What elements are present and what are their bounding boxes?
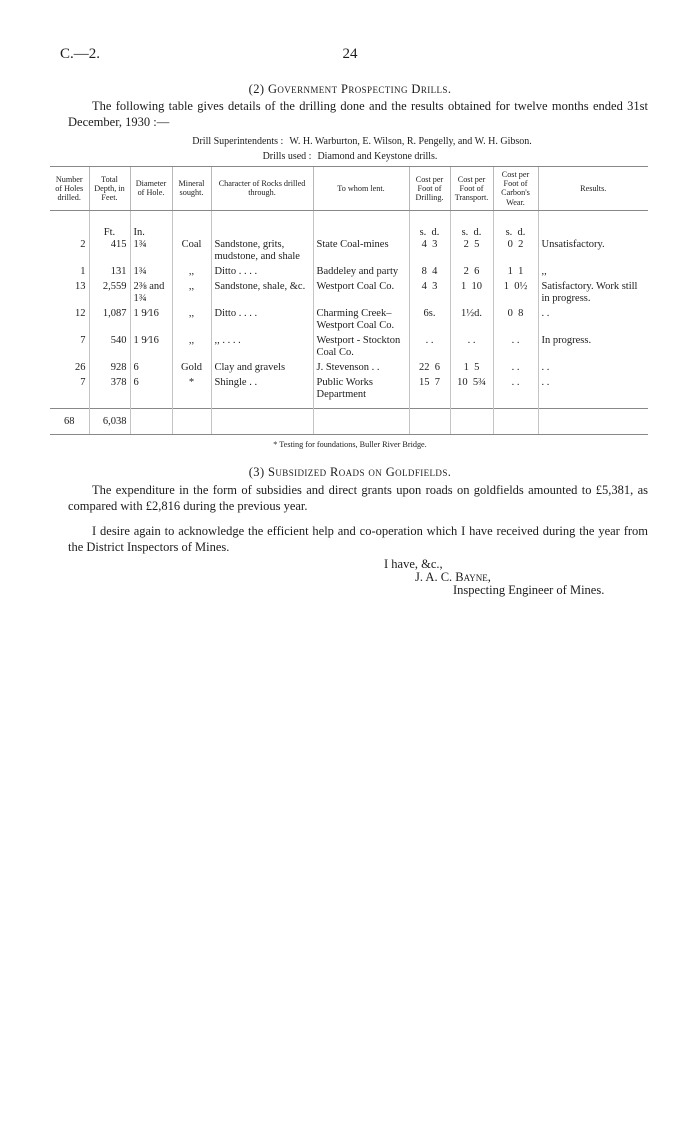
table-row — [50, 362, 648, 377]
row-cost-drilling: 6s. — [409, 308, 450, 335]
row-mineral: ,, — [172, 281, 211, 308]
row-cost-transport: 10 5¾ — [450, 377, 493, 404]
section-3-paragraph-1 — [68, 483, 648, 514]
row-cost-drilling: 4 3 — [409, 281, 450, 308]
row-diameter: 1¾ — [130, 239, 172, 266]
row-rocks: Sandstone, shale, &c. — [211, 281, 313, 308]
table-row — [50, 308, 648, 335]
row-holes: 13 — [75, 280, 86, 292]
row-lent: Charming Creek–Westport Coal Co. — [313, 308, 409, 335]
header-cost-drilling: Cost per Foot of Drilling. — [409, 167, 450, 211]
unit-cost-drilling: s. d. — [409, 210, 450, 239]
table-row — [50, 266, 648, 281]
row-holes: 26 — [75, 361, 86, 373]
row-depth: 131 — [89, 266, 130, 281]
unit-cost-transport: s. d. — [450, 210, 493, 239]
row-diameter: 6 — [130, 362, 172, 377]
superintendents-line — [12, 136, 700, 147]
section-2-intro-text: The following table gives details of the drilling done and the results obtained for twelve months ended 31st December, 1930 :— — [68, 99, 648, 129]
row-cost-carbon: . . — [493, 335, 538, 362]
row-rocks: Ditto . . . . — [211, 266, 313, 281]
table-row — [50, 239, 648, 266]
row-depth: 928 — [89, 362, 130, 377]
header-holes: Number of Holes drilled. — [50, 167, 89, 211]
row-mineral: ,, — [172, 266, 211, 281]
section-3-heading: Subsidized Roads on Goldfields. — [268, 465, 452, 479]
row-depth: 415 — [89, 239, 130, 266]
section-2-prefix: (2) — [248, 82, 268, 96]
table-footnote: * Testing for foundations, Buller River Bridge. — [273, 440, 427, 449]
drills-used-value: Diamond and Keystone drills. — [317, 151, 438, 162]
unit-cost-carbon: s. d. — [493, 210, 538, 239]
row-rocks: Shingle . . — [211, 377, 313, 404]
row-results: . . — [538, 362, 648, 377]
totals-row — [50, 408, 648, 434]
row-depth: 1,087 — [89, 308, 130, 335]
row-diameter: 1 9⁄16 — [130, 308, 172, 335]
units-row — [50, 210, 648, 239]
section-2-intro — [68, 99, 648, 130]
row-lent: J. Stevenson . . — [313, 362, 409, 377]
signature-salutation: I have, &c., — [384, 557, 443, 571]
row-depth: 2,559 — [89, 281, 130, 308]
row-holes: 2 — [80, 238, 86, 250]
row-cost-carbon: 0 8 — [493, 308, 538, 335]
row-mineral: Coal — [172, 239, 211, 266]
row-holes: 1 — [80, 265, 86, 277]
row-cost-transport: 1½d. — [450, 308, 493, 335]
row-holes: 7 — [80, 376, 86, 388]
row-depth: 378 — [89, 377, 130, 404]
header-cost-carbon: Cost per Foot of Carbon's Wear. — [493, 167, 538, 211]
signature-name: J. A. C. Bayne, — [415, 570, 491, 584]
row-cost-transport: 2 6 — [450, 266, 493, 281]
row-holes: 12 — [75, 307, 86, 319]
row-diameter: 1¾ — [130, 266, 172, 281]
row-cost-transport: 1 5 — [450, 362, 493, 377]
header-results: Results. — [538, 167, 648, 211]
row-rocks: Ditto . . . . — [211, 308, 313, 335]
section-2-title — [0, 82, 700, 97]
total-depth: 6,038 — [89, 408, 130, 434]
row-lent: State Coal-mines — [313, 239, 409, 266]
unit-diameter: In. — [130, 210, 172, 239]
row-cost-carbon: 0 2 — [493, 239, 538, 266]
row-cost-carbon: . . — [493, 362, 538, 377]
section-3-paragraph-2 — [68, 524, 648, 555]
header-depth: Total Depth, in Feet. — [89, 167, 130, 211]
table-row — [50, 377, 648, 404]
row-cost-carbon: 1 0½ — [493, 281, 538, 308]
row-cost-drilling: . . — [409, 335, 450, 362]
row-cost-transport: 2 5 — [450, 239, 493, 266]
row-cost-carbon: 1 1 — [493, 266, 538, 281]
table-header-row — [50, 167, 648, 211]
section-3-prefix: (3) — [248, 465, 269, 479]
row-diameter: 1 9⁄16 — [130, 335, 172, 362]
section-3-title — [0, 465, 700, 480]
row-cost-drilling: 22 6 — [409, 362, 450, 377]
row-lent: Westport - Stockton Coal Co. — [313, 335, 409, 362]
drills-used-line — [0, 151, 700, 162]
row-cost-transport: . . — [450, 335, 493, 362]
row-cost-transport: 1 10 — [450, 281, 493, 308]
row-mineral: Gold — [172, 362, 211, 377]
row-mineral: * — [172, 377, 211, 404]
drills-used-label: Drills used : — [262, 151, 312, 162]
section-3-paragraph-1-text: The expenditure in the form of subsidies and direct grants upon roads on goldfields amounted to £5,381, as compared with £2,816 during the previous year. — [68, 483, 648, 513]
row-results: . . — [538, 377, 648, 404]
superintendents-names: W. H. Warburton, E. Wilson, R. Pengelly, and W. H. Gibson. — [289, 136, 532, 147]
row-rocks: Clay and gravels — [211, 362, 313, 377]
total-holes: 68 — [50, 408, 89, 434]
row-cost-drilling: 4 3 — [409, 239, 450, 266]
row-depth: 540 — [89, 335, 130, 362]
superintendents-label: Drill Superintendents : — [192, 136, 284, 147]
row-rocks: ,, . . . . — [211, 335, 313, 362]
table-row — [50, 335, 648, 362]
unit-depth: Ft. — [89, 210, 130, 239]
row-holes: 7 — [80, 334, 86, 346]
header-mineral: Mineral sought. — [172, 167, 211, 211]
row-cost-drilling: 8 4 — [409, 266, 450, 281]
header-diameter: Diameter of Hole. — [130, 167, 172, 211]
row-lent: Baddeley and party — [313, 266, 409, 281]
page-number: 24 — [342, 46, 358, 62]
row-results: Unsatisfactory. — [538, 239, 648, 266]
drilling-results-table — [50, 166, 648, 435]
row-lent: Westport Coal Co. — [313, 281, 409, 308]
row-results: In progress. — [538, 335, 648, 362]
row-diameter: 2⅜ and 1¾ — [130, 281, 172, 308]
row-results: . . — [538, 308, 648, 335]
row-diameter: 6 — [130, 377, 172, 404]
row-cost-drilling: 15 7 — [409, 377, 450, 404]
report-code: C.—2. — [60, 46, 101, 62]
table-row — [50, 281, 648, 308]
row-mineral: ,, — [172, 335, 211, 362]
signature-title: Inspecting Engineer of Mines. — [453, 583, 605, 597]
section-3-paragraph-2-text: I desire again to acknowledge the efficient help and co-operation which I have received during the year from the District Inspectors of Mines. — [68, 524, 648, 554]
header-rocks: Character of Rocks drilled through. — [211, 167, 313, 211]
row-lent: Public Works Department — [313, 377, 409, 404]
row-mineral: ,, — [172, 308, 211, 335]
section-2-heading: Government Prospecting Drills. — [267, 82, 452, 96]
row-rocks: Sandstone, grits, mudstone, and shale — [211, 239, 313, 266]
header-lent: To whom lent. — [313, 167, 409, 211]
row-results: Satisfactory. Work still in progress. — [538, 281, 648, 308]
row-results: ,, — [538, 266, 648, 281]
row-cost-carbon: . . — [493, 377, 538, 404]
header-cost-transport: Cost per Foot of Transport. — [450, 167, 493, 211]
